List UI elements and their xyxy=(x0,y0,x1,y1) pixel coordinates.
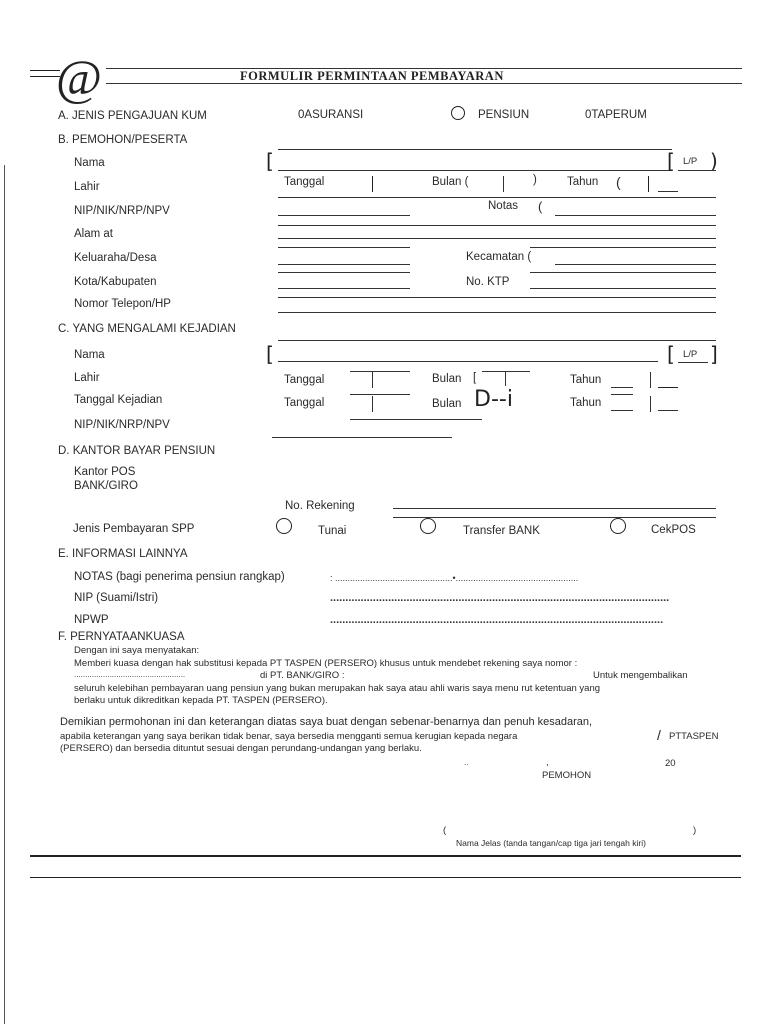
d-option-cekpos[interactable]: CekPOS xyxy=(651,524,696,536)
b-ktp-top-line xyxy=(530,272,716,273)
b-alamat-label: Alam at xyxy=(74,228,113,240)
radio-cekpos-icon[interactable] xyxy=(610,518,626,534)
c-tanggal-box-2 xyxy=(372,396,373,412)
b-notas-paren: ( xyxy=(538,199,543,214)
c-tahun-line-1b xyxy=(658,387,678,388)
b-nama-line-top xyxy=(278,149,672,150)
b-nama-line xyxy=(278,170,672,171)
b-lp-label: L/P xyxy=(683,156,698,167)
c-nama-bracket-open: [ xyxy=(266,342,274,366)
d-no-rekening-label: No. Rekening xyxy=(285,500,355,512)
c-tanggal-top-1 xyxy=(350,371,410,372)
section-b-label: B. PEMOHON/PESERTA xyxy=(58,134,188,146)
c-lahir-label: Lahir xyxy=(74,372,100,384)
c-tahun-label-2: Tahun xyxy=(570,397,602,409)
c-bulan-value: D--i xyxy=(474,387,513,412)
b-tahun-label: Tahun xyxy=(567,176,599,188)
c-tanggal-kejadian-label: Tanggal Kejadian xyxy=(74,394,163,406)
b-nip-label: NIP/NIK/NRP/NPV xyxy=(74,205,170,217)
c-top-line xyxy=(278,340,716,341)
c-nama-label: Nama xyxy=(74,349,105,361)
sig-year: 20 xyxy=(665,758,676,769)
c-bulan-box-1 xyxy=(505,372,506,386)
b-lp-bracket-open: [ xyxy=(667,149,675,173)
b-notas-label: Notas xyxy=(488,200,519,212)
b-kota-top-line xyxy=(278,272,410,273)
title-bottom-line xyxy=(106,83,742,84)
sig-close-paren: ) xyxy=(693,825,697,836)
d-jenis-pembayaran-label: Jenis Pembayaran SPP xyxy=(73,523,195,535)
c-lp-line xyxy=(678,362,708,363)
b-telepon-line-1 xyxy=(278,297,716,298)
b-kota-line xyxy=(278,288,410,289)
b-kec-top-line xyxy=(530,247,716,248)
c-nama-line xyxy=(278,361,658,362)
option-taperum[interactable]: 0TAPERUM xyxy=(585,109,647,121)
b-lp-bracket-close: ) xyxy=(710,149,718,173)
c-bulan-label-2: Bulan xyxy=(432,398,462,410)
section-c-label: C. YANG MENGALAMI KEJADIAN xyxy=(58,323,236,335)
d-option-transfer[interactable]: Transfer BANK xyxy=(463,525,540,537)
f-line-3c: Untuk mengembalikan xyxy=(593,670,688,681)
option-asuransi[interactable]: 0ASURANSI xyxy=(298,109,364,121)
b-kecamatan-label: Kecamatan ( xyxy=(466,251,532,263)
c-lp-label: L/P xyxy=(683,349,698,360)
b-bulan-close: ) xyxy=(533,174,537,186)
logo-at-icon: @ xyxy=(56,49,103,105)
b-tanggal-box xyxy=(372,176,373,192)
f-line-1: Dengan ini saya menyatakan: xyxy=(74,645,200,656)
b-telepon-line-2 xyxy=(278,312,716,313)
decl-line-1: Demikian permohonan ini dan keterangan diatas saya buat dengan sebenar-benarnya dan penuh kesadaran, xyxy=(60,716,593,728)
c-bulan-label-1: Bulan xyxy=(432,373,462,385)
e-notas-label: NOTAS (bagi penerima pensiun rangkap) xyxy=(74,571,285,583)
f-line-3b: di PT. BANK/GIRO : xyxy=(260,670,345,681)
d-no-rekening-line-2 xyxy=(393,517,716,518)
b-lp-line xyxy=(678,170,716,171)
b-bulan-box xyxy=(503,176,504,192)
c-bulan-bracket-1: [ xyxy=(473,372,477,384)
e-npwp-label: NPWP xyxy=(74,614,109,626)
f-line-2: Memberi kuasa dengan hak substitusi kepada PT TASPEN (PERSERO) khusus untuk mendebet rekening saya nomor : xyxy=(74,658,578,669)
e-notas-dots: : ...............................................•................................................. xyxy=(330,573,579,583)
decl-line-2: apabila keterangan yang saya berikan tidak benar, saya bersedia mengganti semua kerugian kepada negara xyxy=(60,731,518,742)
b-nip-line xyxy=(278,215,410,216)
sig-nama-jelas: Nama Jelas (tanda tangan/cap tiga jari tengah kiri) xyxy=(456,838,646,848)
b-lahir-label: Lahir xyxy=(74,181,100,193)
radio-tunai-icon[interactable] xyxy=(276,518,292,534)
c-nip-line xyxy=(272,437,452,438)
c-tahun-line-1a xyxy=(611,387,633,388)
section-f-label: F. PERNYATAANKUASA xyxy=(58,631,185,643)
b-lahir-line xyxy=(278,197,716,198)
c-lp-bracket-close: ] xyxy=(710,342,718,366)
b-tahun-line xyxy=(658,191,678,192)
c-tanggal-box-1 xyxy=(372,372,373,388)
b-bulan-label: Bulan ( xyxy=(432,176,469,188)
b-kota-label: Kota/Kabupaten xyxy=(74,276,157,288)
d-option-tunai[interactable]: Tunai xyxy=(318,525,347,537)
left-margin-line xyxy=(4,165,5,1024)
b-notas-line xyxy=(555,215,716,216)
c-nip-top-line xyxy=(350,419,482,420)
c-tahun-top-2 xyxy=(611,394,633,395)
c-tahun-label-1: Tahun xyxy=(570,374,602,386)
b-nama-label: Nama xyxy=(74,157,105,169)
b-tanggal-label: Tanggal xyxy=(284,176,325,188)
f-line-3a: .................................................. xyxy=(74,670,186,679)
c-tanggal-top-2 xyxy=(350,394,410,395)
radio-transfer-icon[interactable] xyxy=(420,518,436,534)
d-kantor-pos-label: Kantor POS xyxy=(74,466,136,478)
b-tahun-paren: ( xyxy=(616,174,621,190)
b-kelurahan-line xyxy=(278,264,410,265)
sig-open-paren: ( xyxy=(443,825,447,836)
section-a-label: A. JENIS PENGAJUAN KUM xyxy=(58,110,207,122)
b-nama-bracket-open: [ xyxy=(266,149,274,173)
e-npwp-dots: ............................................................................................................. xyxy=(330,614,664,626)
c-tahun-box-1 xyxy=(650,372,651,388)
c-lp-bracket-open: [ xyxy=(667,342,675,366)
radio-pensiun-icon[interactable] xyxy=(451,106,465,120)
d-no-rekening-line-1 xyxy=(393,508,716,509)
decl-line-2-taspen: PTTASPEN xyxy=(669,731,719,742)
decl-line-3: (PERSERO) dan bersedia dituntut sesuai dengan perundang-undangan yang berlaku. xyxy=(60,743,422,754)
b-kelurahan-top-line xyxy=(278,247,410,248)
bottom-rule-2 xyxy=(30,877,741,878)
sig-date-dot: .. xyxy=(464,758,469,767)
e-nip-label: NIP (Suami/Istri) xyxy=(74,592,159,604)
section-d-label: D. KANTOR BAYAR PENSIUN xyxy=(58,445,216,457)
b-kecamatan-line xyxy=(555,264,716,265)
b-alamat-line-1 xyxy=(278,225,716,226)
option-pensiun[interactable]: PENSIUN xyxy=(478,109,530,121)
c-nip-label: NIP/NIK/NRP/NPV xyxy=(74,419,170,431)
section-e-label: E. INFORMASI LAINNYA xyxy=(58,548,188,560)
b-telepon-label: Nomor Telepon/HP xyxy=(74,298,171,310)
b-ktp-line xyxy=(530,288,716,289)
decl-line-2-slash: / xyxy=(657,727,661,743)
b-kelurahan-label: Keluaraha/Desa xyxy=(74,252,157,264)
c-tanggal-label-1: Tanggal xyxy=(284,374,325,386)
c-tahun-line-2b xyxy=(658,410,678,411)
c-bulan-top-1 xyxy=(482,371,530,372)
d-bank-giro-label: BANK/GIRO xyxy=(74,480,138,492)
f-line-5: berlaku untuk dikreditkan kepada PT. TASPEN (PERSERO). xyxy=(74,695,328,706)
sig-pemohon: PEMOHON xyxy=(542,770,592,781)
c-tahun-line-2a xyxy=(611,410,633,411)
form-title: FORMULIR PERMINTAAN PEMBAYARAN xyxy=(240,69,504,83)
b-alamat-line-2 xyxy=(278,238,716,239)
c-tahun-box-2 xyxy=(650,396,651,412)
sig-comma: , xyxy=(546,757,549,768)
c-tanggal-label-2: Tanggal xyxy=(284,397,325,409)
e-nip-dots: ............................................................................................................... xyxy=(330,592,670,604)
f-line-4: seluruh kelebihan pembayaran uang pensiun yang bukan merupakan hak saya atau ahli waris saya menu rut ketentuan yang xyxy=(74,683,601,694)
bottom-rule-1 xyxy=(30,855,741,857)
b-ktp-label: No. KTP xyxy=(466,276,510,288)
b-tahun-box xyxy=(648,176,649,192)
